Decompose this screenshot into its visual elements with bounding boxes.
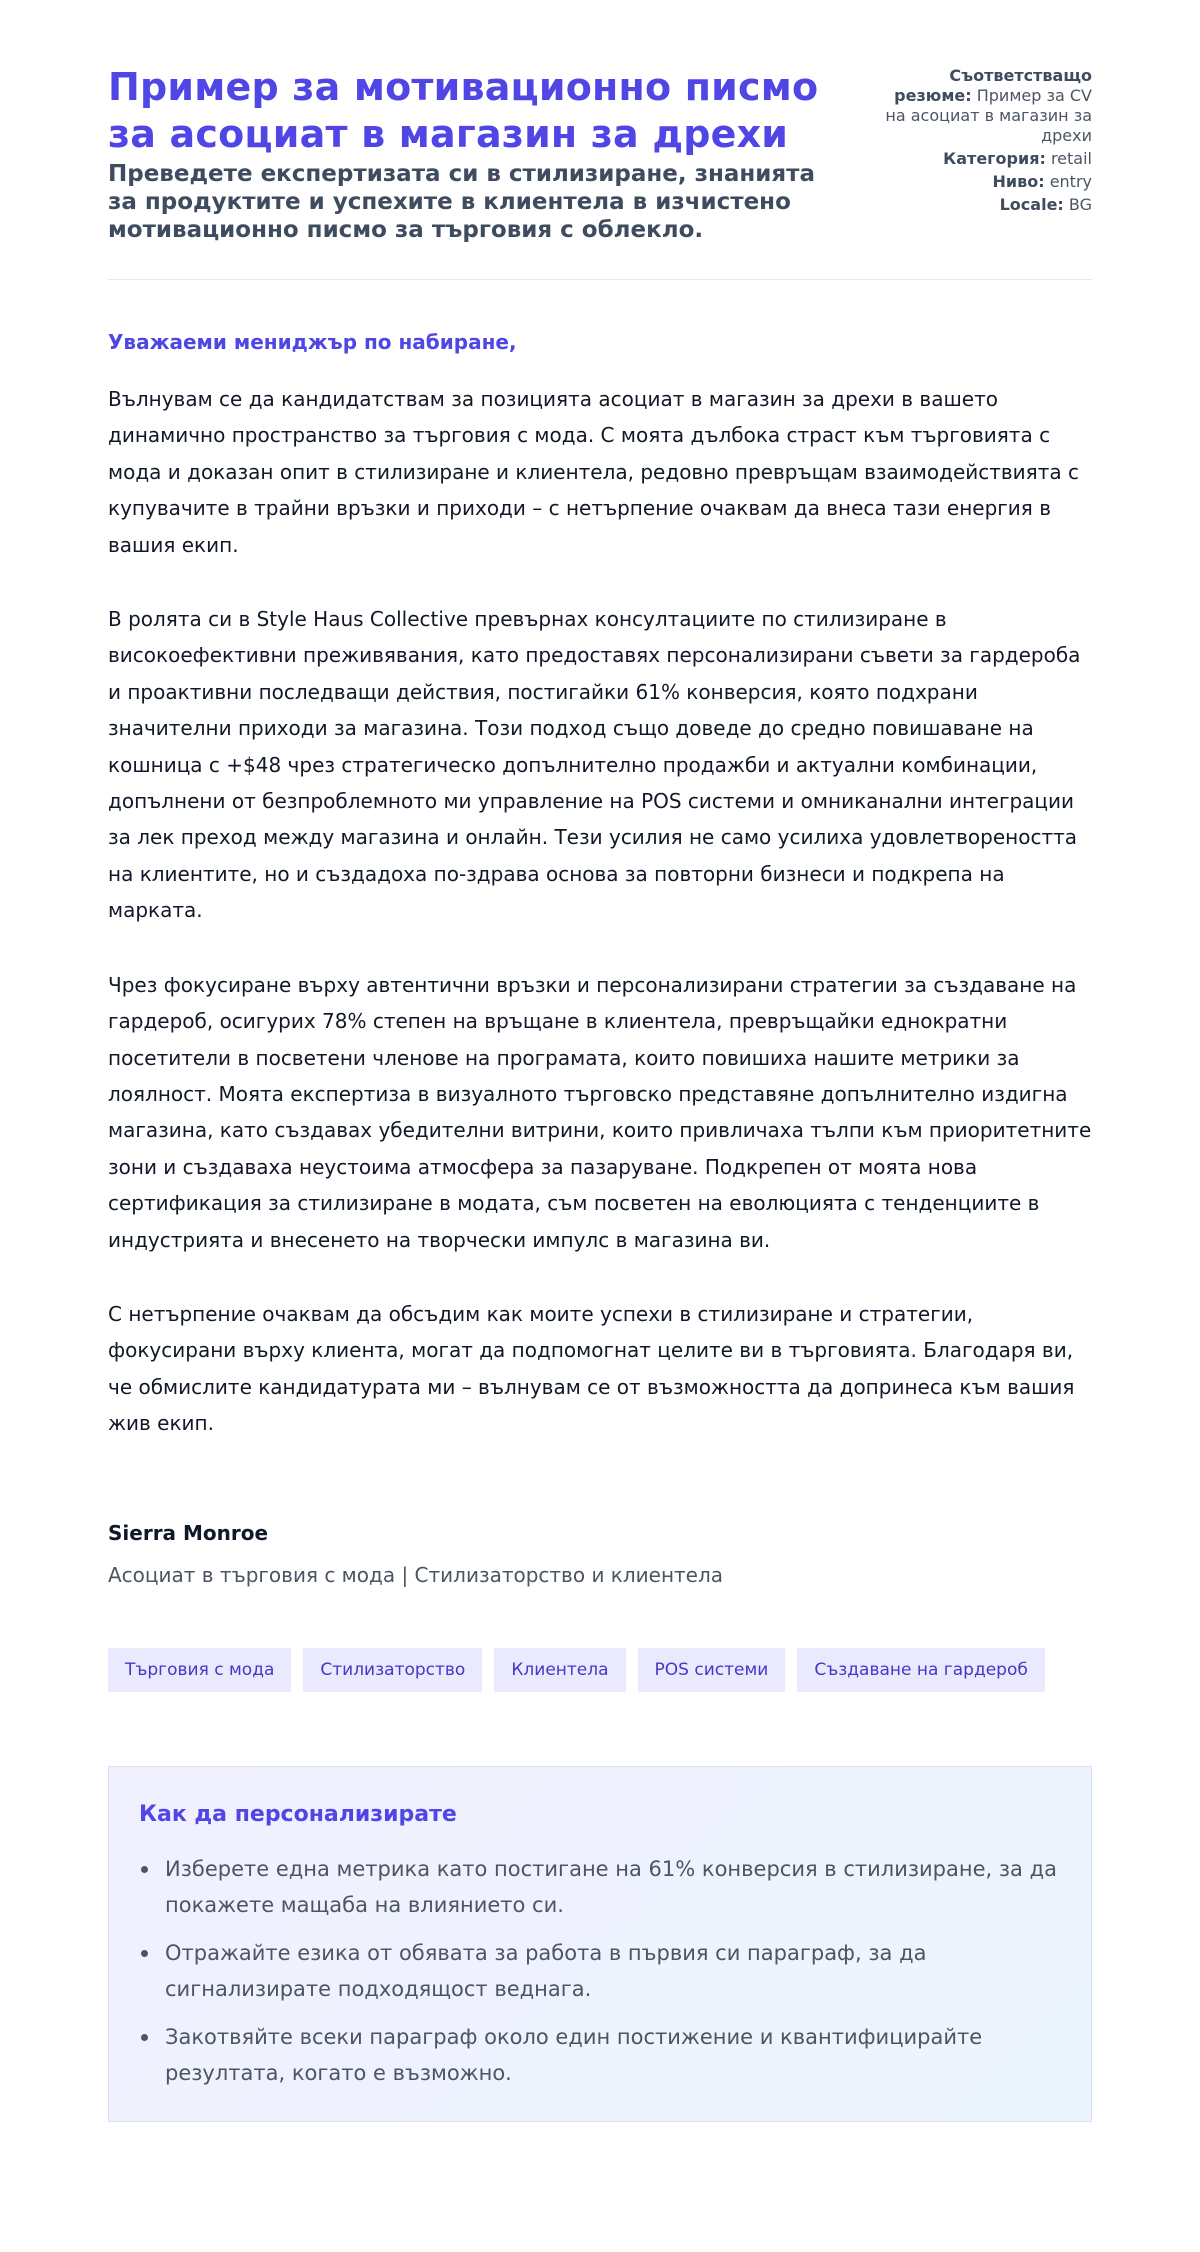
meta-level [872, 172, 1092, 192]
meta-resume-label: Съответстващо резюме: [894, 66, 1092, 105]
meta-locale [872, 195, 1092, 215]
skill-tag: Създаване на гардероб [797, 1648, 1044, 1692]
meta-category-value: retail [1050, 149, 1092, 168]
skill-tag: Стилизаторство [303, 1648, 482, 1692]
signature-title: Асоциат в търговия с мода | Стилизаторство и клиентела [108, 1562, 724, 1587]
skill-tag: Търговия с мода [108, 1648, 291, 1692]
tips-list-item [139, 1935, 1061, 2007]
skill-tags [108, 1648, 1092, 1692]
page-subtitle: Преведете експертизата си в стилизиране, знанията за продуктите и успехите в клиентела в изчистено мотивационно писмо за търговия с облекло. [108, 161, 816, 243]
letter-section [108, 329, 1092, 1442]
page-title: Пример за мотивационно писмо за асоциат в магазин за дрехи [108, 65, 819, 156]
letter-greeting: Уважаеми мениджър по набиране, [108, 330, 517, 354]
title-block [108, 64, 848, 244]
tips-list-item [139, 2019, 1061, 2091]
tips-item-text: Изберете една метрика като постигане на 61% конверсия в стилизиране, за да покажете мащаба на влиянието си. [165, 1856, 1057, 1917]
bullet-icon [141, 2034, 148, 2041]
tips-item-text: Отражайте езика от обявата за работа в първия си параграф, за да сигнализирате подходящост веднага. [165, 1940, 927, 2001]
page-header [108, 64, 1092, 244]
tips-list-item [139, 1851, 1061, 1923]
meta-resume-value: Пример за CV на асоциат в магазин за дрехи [885, 86, 1092, 145]
customization-tips-box [108, 1766, 1092, 2122]
meta-category [872, 149, 1092, 169]
header-divider [108, 279, 1092, 280]
skill-tag: Клиентела [494, 1648, 625, 1692]
letter-paragraph: С нетърпение очаквам да обсъдим как моите успехи в стилизиране и стратегии, фокусирани върху клиента, могат да подпомогнат целите ви в търговията. Благодаря ви, че обмислите кандидатурата ми – вълнувам се от възможността да допринеса към вашия жив екип. [108, 1301, 1075, 1436]
signature-name: Sierra Monroe [108, 1520, 269, 1545]
skill-tag: POS системи [638, 1648, 786, 1692]
signature-block [108, 1520, 1092, 1588]
letter-paragraph: Чрез фокусиране върху автентични връзки и персонализирани стратегии за създаване на гардероб, осигурих 78% степен на връщане в клиентела, превръщайки еднократни посетители в посветени членове на програмата, които повишиха нашите метрики за лоялност. Моята експертиза в визуалното търговско представяне допълнително издигна магазина, като създавах убедителни витрини, които привличаха тълпи към приоритетните зони и създаваха неустоима атмосфера за пазаруване. Подкрепен от моята нова сертификация за стилизиране в модата, съм посветен на еволюцията с тенденциите в индустрията и внесенето на творчески импулс в магазина ви. [108, 972, 1092, 1252]
meta-level-value: entry [1049, 172, 1092, 191]
meta-panel [872, 66, 1092, 218]
meta-locale-value: BG [1068, 195, 1092, 214]
bullet-icon [141, 1950, 148, 1957]
tips-item-text: Закотвяйте всеки параграф около един постижение и квантифицирайте резултата, когато е възможно. [165, 2024, 983, 2085]
tips-title: Как да персонализирате [139, 1801, 457, 1827]
meta-locale-label: Locale: [999, 195, 1064, 214]
meta-level-label: Ниво: [992, 172, 1045, 191]
letter-paragraph: Вълнувам се да кандидатствам за позицията асоциат в магазин за дрехи в вашето динамично пространство за търговия с мода. С моята дълбока страст към търговията с мода и доказан опит в стилизиране и клиентела, редовно превръщам взаимодействията с купувачите в трайни връзки и приходи – с нетърпение очаквам да внеса тази енергия в вашия екип. [108, 387, 1079, 557]
letter-body [108, 381, 1092, 1442]
meta-category-label: Категория: [943, 149, 1046, 168]
meta-resume [872, 66, 1092, 146]
bullet-icon [141, 1866, 148, 1873]
letter-paragraph: В ролята си в Style Haus Collective превърнах консултациите по стилизиране в високоефективни преживявания, като предоставях персонализирани съвети за гардероба и проактивни последващи действия, постигайки 61% конверсия, която подхрани значителни приходи за магазина. Този подход също доведе до средно повишаване на кошница с +$48 чрез стратегическо допълнително продажби и актуални комбинации, допълнени от безпроблемното ми управление на POS системи и омниканални интеграции за лек преход между магазина и онлайн. Тези усилия не само усилиха удовлетвореността на клиентите, но и създадоха по-здрава основа за повторни бизнеси и подкрепа на марката. [108, 607, 1081, 923]
tips-list [139, 1851, 1061, 2091]
